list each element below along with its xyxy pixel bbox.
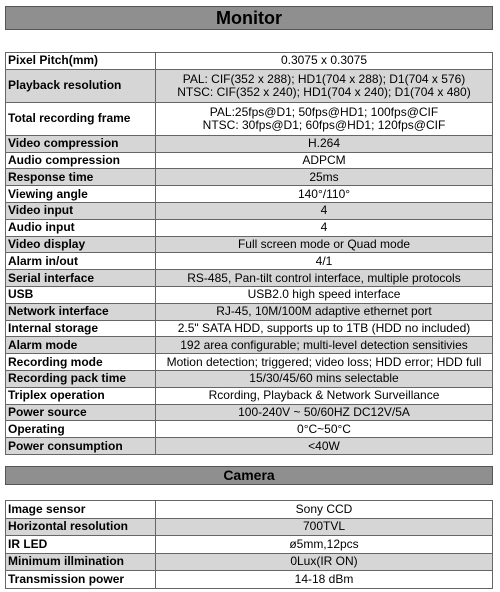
spec-label: Internal storage [6,320,156,337]
spec-value-line: ADPCM [302,152,346,167]
spec-value-line: 140°/110° [297,186,351,201]
monitor-section-title: Monitor [5,6,493,30]
spec-value [156,236,493,253]
spec-label: Network interface [6,303,156,320]
spec-value [156,404,493,421]
spec-value-line: PAL: CIF(352 x 288); HD1(704 x 288); D1(704 x 576) [182,71,466,86]
spec-value-line: 0°C~50°C [297,421,351,436]
spec-value [156,536,493,554]
spec-value [156,337,493,354]
spec-label: Video compression [6,135,156,152]
spec-value-line: 192 area configurable; multi-level detection sensitivies [180,337,468,352]
spec-row [6,320,493,337]
spec-label: Audio input [6,219,156,236]
camera-section-title: Camera [5,466,493,485]
spec-value [156,186,493,203]
spec-row [6,501,493,519]
spec-value-line: 100-240V ~ 50/60HZ DC12V/5A [238,404,410,419]
spec-value [156,387,493,404]
spec-label: Operating [6,421,156,438]
spec-row [6,53,493,70]
spec-label: Serial interface [6,270,156,287]
monitor-spec-table [5,52,493,455]
spec-value-line: 14-18 dBm [294,571,354,586]
spec-row [6,354,493,371]
camera-spec-table [5,500,493,589]
spec-value-line: 700TVL [302,519,346,534]
spec-label: Playback resolution [6,69,156,102]
spec-row [6,69,493,102]
spec-row [6,438,493,455]
spec-label: Total recording frame [6,102,156,135]
spec-value-line: Motion detection; triggered; video loss; HDD error; HDD full [166,354,482,369]
spec-label: Alarm in/out [6,253,156,270]
spec-row [6,370,493,387]
spec-value [156,102,493,135]
spec-value-line: 4/1 [315,253,333,268]
spec-row [6,270,493,287]
spec-value [156,370,493,387]
spec-label: Video display [6,236,156,253]
spec-value [156,152,493,169]
spec-value-line: 4 [320,220,328,235]
spec-value [156,53,493,70]
spec-row [6,553,493,571]
spec-row [6,571,493,589]
spec-value-line: Sony CCD [295,501,353,516]
spec-row [6,253,493,270]
spec-label: Power consumption [6,438,156,455]
spec-value [156,69,493,102]
spec-value-line: RJ-45, 10M/100M adaptive ethernet port [216,304,432,319]
spec-label: IR LED [6,536,156,554]
spec-row [6,337,493,354]
spec-value-line: <40W [308,438,340,453]
spec-label: Recording mode [6,354,156,371]
spec-label: Minimum illmination [6,553,156,571]
spec-row [6,135,493,152]
spec-label: Transmission power [6,571,156,589]
spec-value [156,518,493,536]
spec-value [156,354,493,371]
spec-value-line: Full screen mode or Quad mode [237,236,411,251]
spec-value [156,202,493,219]
spec-value [156,253,493,270]
spec-value-line: ø5mm,12pcs [289,536,359,551]
spec-value-line: Rcording, Playback & Network Surveillance [208,388,440,403]
spec-value [156,320,493,337]
spec-row [6,286,493,303]
spec-value-line: NTSC: 30fps@D1; 60fps@HD1; 120fps@CIF [202,117,446,132]
spec-label: Horizontal resolution [6,518,156,536]
spec-value [156,270,493,287]
spec-value-line: USB2.0 high speed interface [247,287,401,302]
spec-label: Triplex operation [6,387,156,404]
spec-value [156,303,493,320]
spec-value-line: 0.3075 x 0.3075 [280,53,368,68]
spec-value-line: 15/30/45/60 mins selectable [249,371,399,386]
spec-value [156,421,493,438]
spec-label: Video input [6,202,156,219]
spec-label: Pixel Pitch(mm) [6,53,156,70]
spec-label: Recording pack time [6,370,156,387]
spec-label: USB [6,286,156,303]
spec-row [6,186,493,203]
spec-value [156,501,493,519]
spec-value [156,135,493,152]
spec-label: Alarm mode [6,337,156,354]
spec-label: Response time [6,169,156,186]
spec-value-line: NTSC: CIF(352 x 240); HD1(704 x 240); D1(704 x 480) [177,84,471,99]
spec-label: Audio compression [6,152,156,169]
spec-row [6,303,493,320]
spec-value-line: 2.5" SATA HDD, supports up to 1TB (HDD no included) [177,320,471,335]
spec-value-line: PAL:25fps@D1; 50fps@HD1; 100fps@CIF [209,104,439,119]
spec-label: Power source [6,404,156,421]
spec-label: Viewing angle [6,186,156,203]
spec-value [156,219,493,236]
spec-value [156,286,493,303]
spec-row [6,404,493,421]
spec-value-line: 0Lux(IR ON) [290,554,358,569]
spec-row [6,536,493,554]
spec-row [6,169,493,186]
spec-row [6,518,493,536]
spec-value-line: 4 [320,203,328,218]
spec-row [6,236,493,253]
spec-value [156,553,493,571]
spec-row [6,102,493,135]
spec-row [6,421,493,438]
spec-value-line: 25ms [309,169,339,184]
spec-row [6,152,493,169]
spec-value [156,169,493,186]
spec-row [6,387,493,404]
spec-value [156,438,493,455]
spec-value [156,571,493,589]
spec-value-line: H.264 [307,136,341,151]
spec-label: Image sensor [6,501,156,519]
spec-value-line: RS-485, Pan-tilt control interface, multiple protocols [187,270,461,285]
spec-row [6,202,493,219]
spec-row [6,219,493,236]
